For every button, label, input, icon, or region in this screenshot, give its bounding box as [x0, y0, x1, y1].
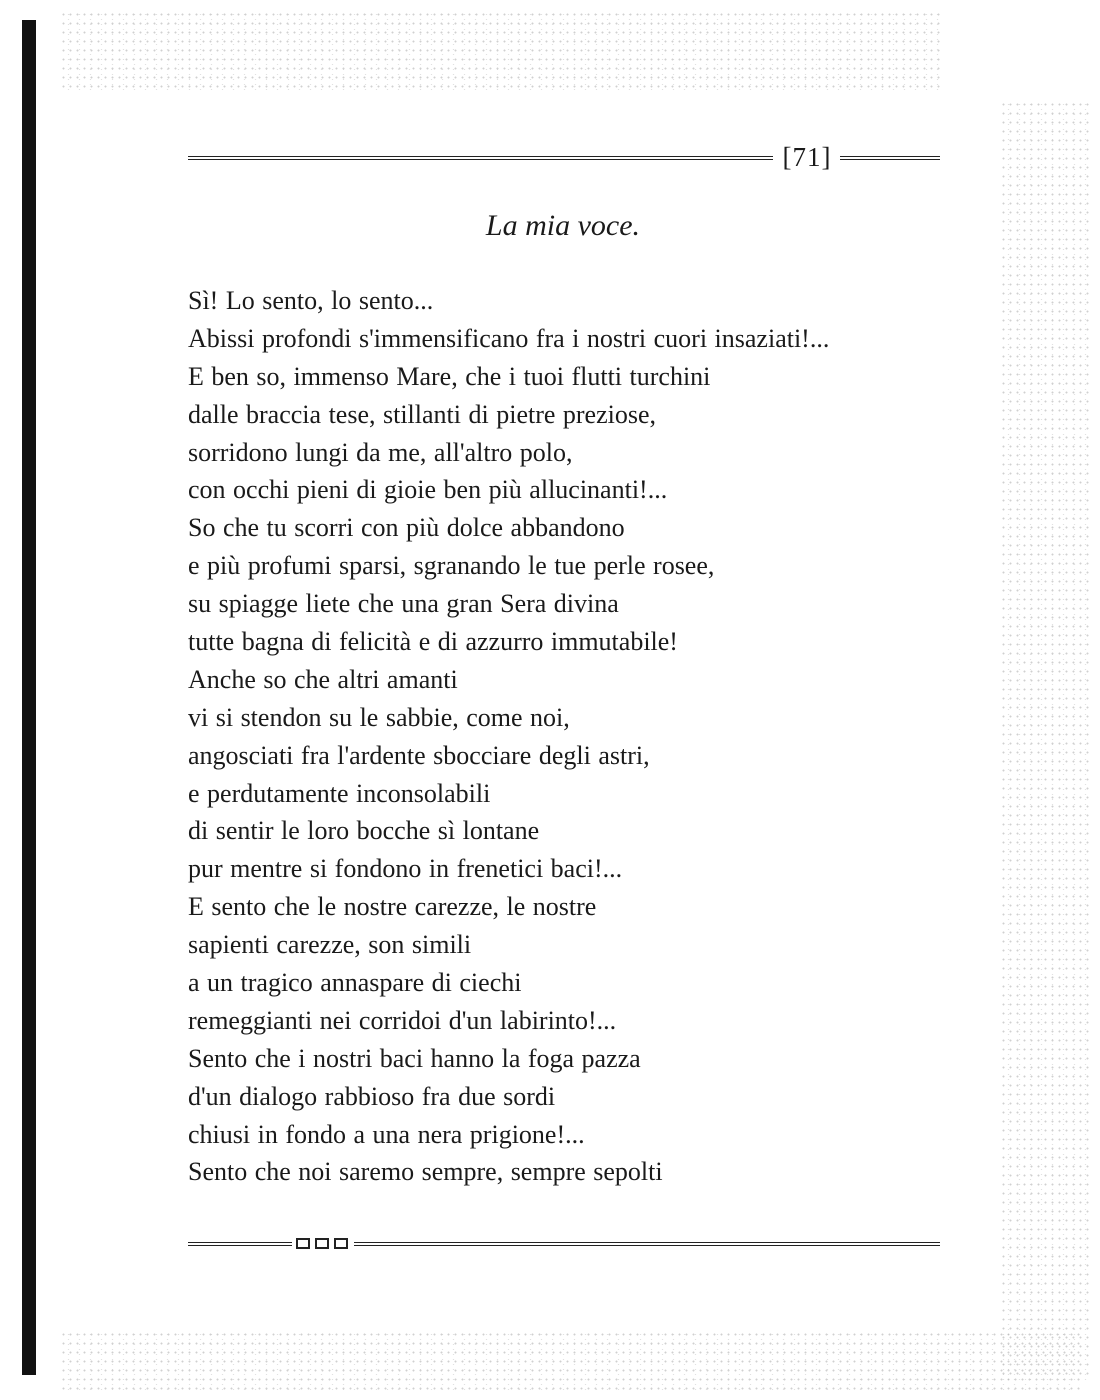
poem-line: tutte bagna di felicità e di azzurro immutabile! [188, 627, 678, 657]
page-number-value: 71 [792, 142, 822, 172]
ornament-square-icon [315, 1238, 329, 1249]
poem-line: E sento che le nostre carezze, le nostre [188, 892, 597, 922]
poem-line: Anche so che altri amanti [188, 664, 458, 694]
ornament-square-icon [296, 1238, 310, 1249]
poem-line: Sento che i nostri baci hanno la foga pazza [188, 1043, 641, 1073]
poem-line: d'un dialogo rabbioso fra due sordi [188, 1081, 556, 1111]
poem-line: Sento che noi saremo sempre, sempre sepolti [188, 1157, 663, 1187]
poem-line: di sentir le loro bocche sì lontane [188, 816, 540, 846]
footer-rule-left [188, 1242, 292, 1246]
poem-line: a un tragico annaspare di ciechi [188, 968, 522, 998]
footer-rule-right [354, 1242, 940, 1246]
poem-title: La mia voce. [485, 209, 641, 242]
scan-noise-bottom [60, 1330, 1080, 1390]
scan-noise-right [1000, 100, 1090, 1380]
page-footer [188, 1236, 940, 1254]
poem-line: sorridono lungi da me, all'altro polo, [188, 437, 573, 467]
poem-line: pur mentre si fondono in frenetici baci!... [188, 854, 623, 884]
ornament-square-icon [334, 1238, 348, 1249]
page-header [188, 142, 940, 172]
poem-line: su spiagge liete che una gran Sera divina [188, 589, 619, 619]
poem-line: e perdutamente inconsolabili [188, 778, 491, 808]
poem-body [188, 282, 968, 1191]
poem-line: vi si stendon su le sabbie, come noi, [188, 702, 570, 732]
poem-line: con occhi pieni di gioie ben più allucinanti!... [188, 475, 668, 505]
header-rule-right [840, 156, 940, 160]
page-number: [71] [782, 142, 832, 172]
scan-noise-top [60, 10, 940, 90]
poem-line: remeggianti nei corridoi d'un labirinto!... [188, 1005, 617, 1035]
poem-line: e più profumi sparsi, sgranando le tue perle rosee, [188, 551, 715, 581]
poem-line: Sì! Lo sento, lo sento... [188, 286, 434, 315]
poem-line: sapienti carezze, son simili [188, 930, 472, 960]
header-rule-left [188, 156, 773, 160]
poem-line: angosciati fra l'ardente sbocciare degli astri, [188, 740, 650, 770]
poem-line: E ben so, immenso Mare, che i tuoi flutti turchini [188, 361, 711, 391]
poem-line: dalle braccia tese, stillanti di pietre preziose, [188, 399, 657, 429]
three-square-ornament-icon [296, 1236, 352, 1252]
poem-line: chiusi in fondo a una nera prigione!... [188, 1119, 585, 1149]
poem-line: Abissi profondi s'immensificano fra i nostri cuori insaziati!... [188, 323, 830, 353]
poem-line: So che tu scorri con più dolce abbandono [188, 513, 625, 543]
